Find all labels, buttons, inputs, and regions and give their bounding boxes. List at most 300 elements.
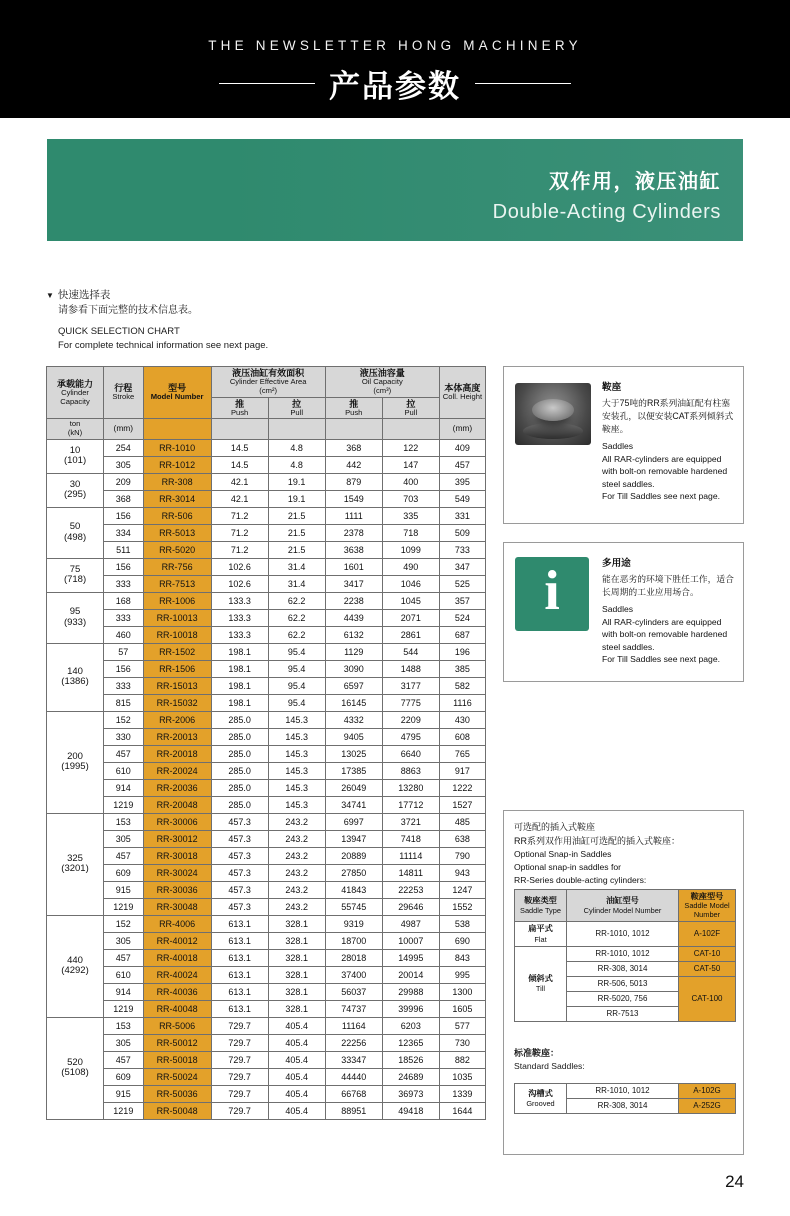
area-pull-cell: 21.5 <box>268 524 325 541</box>
header-model <box>143 367 211 419</box>
oil-push-cell: 1601 <box>325 558 382 575</box>
area-push-cell: 14.5 <box>211 439 268 456</box>
area-push-cell: 613.1 <box>211 983 268 1000</box>
area-push-cell: 285.0 <box>211 762 268 779</box>
header-area-unit: (cm²) <box>259 385 278 395</box>
area-pull-cell: 243.2 <box>268 847 325 864</box>
stroke-cell: 610 <box>104 762 144 779</box>
header-oil-pull-unit <box>382 419 439 439</box>
quick-selection-en-title: QUICK SELECTION CHART <box>58 326 180 337</box>
stroke-cell: 609 <box>104 864 144 881</box>
oil-push-cell: 37400 <box>325 966 382 983</box>
capacity-ton: 520 <box>67 1056 83 1068</box>
oil-push-cell: 1111 <box>325 507 382 524</box>
oil-pull-cell: 8863 <box>382 762 439 779</box>
area-push-cell: 42.1 <box>211 473 268 490</box>
oil-push-cell: 13025 <box>325 745 382 762</box>
area-pull-cell: 145.3 <box>268 711 325 728</box>
stroke-cell: 1219 <box>104 898 144 915</box>
table-row <box>47 779 486 796</box>
stroke-cell: 305 <box>104 456 144 473</box>
area-pull-cell: 145.3 <box>268 779 325 796</box>
oil-push-cell: 27850 <box>325 864 382 881</box>
stroke-cell: 914 <box>104 983 144 1000</box>
height-cell: 1116 <box>439 694 485 711</box>
model-cell: RR-5006 <box>143 1017 211 1034</box>
height-cell: 943 <box>439 864 485 881</box>
model-cell: RR-15013 <box>143 677 211 694</box>
area-push-cell: 729.7 <box>211 1017 268 1034</box>
section-banner <box>47 139 743 241</box>
header-capacity-unit-ton: ton <box>69 419 81 429</box>
table-row <box>47 1051 486 1068</box>
capacity-cell <box>47 643 104 711</box>
oil-push-cell: 18700 <box>325 932 382 949</box>
height-cell: 347 <box>439 558 485 575</box>
saddle-info-text <box>602 381 736 503</box>
area-pull-cell: 328.1 <box>268 932 325 949</box>
oil-push-cell: 6597 <box>325 677 382 694</box>
oil-pull-cell: 17712 <box>382 796 439 813</box>
std-cylinder-model-1: RR-1010, 1012 <box>567 1084 679 1099</box>
saddle-model-cat10: CAT-10 <box>679 946 736 961</box>
header-area-push <box>211 397 268 419</box>
oil-push-cell: 55745 <box>325 898 382 915</box>
header-capacity-unit-kn: (kN) <box>67 428 83 438</box>
table-row <box>47 490 486 507</box>
model-cell: RR-50024 <box>143 1068 211 1085</box>
height-cell: 1247 <box>439 881 485 898</box>
cylinder-model-till-5: RR-7513 <box>567 1006 679 1021</box>
capacity-kn: (3201) <box>61 863 89 875</box>
capacity-kn: (101) <box>63 455 87 467</box>
multiuse-info-panel <box>503 542 744 682</box>
model-cell: RR-40024 <box>143 966 211 983</box>
stroke-cell: 57 <box>104 643 144 660</box>
capacity-ton: 440 <box>67 954 83 966</box>
standard-saddles-table <box>514 1083 736 1114</box>
header-oil-push-unit <box>325 419 382 439</box>
area-push-cell: 285.0 <box>211 728 268 745</box>
capacity-ton: 75 <box>69 563 81 575</box>
stroke-cell: 457 <box>104 745 144 762</box>
area-push-cell: 729.7 <box>211 1085 268 1102</box>
oil-push-cell: 22256 <box>325 1034 382 1051</box>
stroke-cell: 333 <box>104 575 144 592</box>
area-pull-cell: 243.2 <box>268 881 325 898</box>
model-cell: RR-308 <box>143 473 211 490</box>
header-oil-pull-cn: 拉 <box>406 398 416 409</box>
area-push-cell: 198.1 <box>211 643 268 660</box>
oil-pull-cell: 1046 <box>382 575 439 592</box>
oil-pull-cell: 2071 <box>382 609 439 626</box>
table-row <box>515 922 736 947</box>
stroke-cell: 330 <box>104 728 144 745</box>
oil-pull-cell: 11114 <box>382 847 439 864</box>
area-push-cell: 729.7 <box>211 1102 268 1119</box>
stroke-cell: 610 <box>104 966 144 983</box>
multiuse-en-2: All RAR-cylinders are equipped with bolt-on removable hardened steel saddles. <box>602 616 728 652</box>
area-push-cell: 133.3 <box>211 609 268 626</box>
saddle-model-header-cn: 鞍座型号 <box>690 892 724 901</box>
capacity-kn: (498) <box>63 531 87 543</box>
info-icon-glyph: i <box>544 560 560 622</box>
stroke-cell: 368 <box>104 490 144 507</box>
stroke-cell: 333 <box>104 609 144 626</box>
oil-pull-cell: 24689 <box>382 1068 439 1085</box>
height-cell: 485 <box>439 813 485 830</box>
oil-pull-cell: 36973 <box>382 1085 439 1102</box>
table-header-units-row <box>47 419 486 439</box>
oil-push-cell: 26049 <box>325 779 382 796</box>
capacity-cell <box>47 507 104 558</box>
stroke-cell: 168 <box>104 592 144 609</box>
header-area-cn: 液压油缸有效面积 <box>232 368 305 378</box>
table-row <box>47 983 486 1000</box>
model-cell: RR-10013 <box>143 609 211 626</box>
table-row <box>47 949 486 966</box>
cylinder-model-till-4: RR-5020, 756 <box>567 991 679 1006</box>
model-cell: RR-50036 <box>143 1085 211 1102</box>
area-pull-cell: 405.4 <box>268 1034 325 1051</box>
saddle-en-3: For Till Saddles see next page. <box>602 491 720 502</box>
stroke-cell: 153 <box>104 1017 144 1034</box>
capacity-ton: 30 <box>69 478 81 490</box>
height-cell: 538 <box>439 915 485 932</box>
capacity-cell <box>47 592 104 643</box>
oil-pull-cell: 1488 <box>382 660 439 677</box>
model-cell: RR-5020 <box>143 541 211 558</box>
height-cell: 1552 <box>439 898 485 915</box>
oil-pull-cell: 10007 <box>382 932 439 949</box>
area-pull-cell: 145.3 <box>268 728 325 745</box>
height-cell: 608 <box>439 728 485 745</box>
area-push-cell: 198.1 <box>211 677 268 694</box>
capacity-kn: (1386) <box>61 676 89 688</box>
table-row <box>515 946 736 961</box>
capacity-ton: 325 <box>67 852 83 864</box>
table-row <box>47 507 486 524</box>
model-cell: RR-1006 <box>143 592 211 609</box>
header-oil-pull-en: Pull <box>404 407 418 417</box>
saddle-desc-cn: 大于75吨的RR系列油缸配有柱塞安装孔，以便安装CAT系列倾斜式鞍座。 <box>602 397 734 435</box>
saddle-en-2: All RAR-cylinders are equipped with bolt-on removable hardened steel saddles. <box>602 453 728 489</box>
area-pull-cell: 95.4 <box>268 677 325 694</box>
height-cell: 1527 <box>439 796 485 813</box>
table-row <box>47 473 486 490</box>
stroke-cell: 915 <box>104 1085 144 1102</box>
table-row <box>47 711 486 728</box>
quick-selection-cn-title: 快速选择表 <box>57 289 111 301</box>
cylinder-model-header-en: Cylinder Model Number <box>583 905 662 915</box>
header-model-en: Model Number <box>150 392 204 402</box>
oil-pull-cell: 335 <box>382 507 439 524</box>
quick-selection-en-sub: For complete technical information see next page. <box>58 339 269 351</box>
oil-push-cell: 2238 <box>325 592 382 609</box>
table-row <box>47 609 486 626</box>
area-push-cell: 457.3 <box>211 830 268 847</box>
height-cell: 638 <box>439 830 485 847</box>
saddle-model-header <box>679 890 736 922</box>
height-cell: 457 <box>439 456 485 473</box>
area-push-cell: 102.6 <box>211 575 268 592</box>
height-cell: 1605 <box>439 1000 485 1017</box>
capacity-ton: 95 <box>69 606 81 618</box>
stroke-cell: 1219 <box>104 796 144 813</box>
area-push-cell: 457.3 <box>211 881 268 898</box>
model-cell: RR-50018 <box>143 1051 211 1068</box>
oil-pull-cell: 490 <box>382 558 439 575</box>
oil-pull-cell: 4987 <box>382 915 439 932</box>
header-area-pull <box>268 397 325 419</box>
area-pull-cell: 328.1 <box>268 983 325 1000</box>
optional-saddles-heading <box>514 821 736 887</box>
header-oil-en: Oil Capacity <box>361 377 403 387</box>
oil-pull-cell: 14995 <box>382 949 439 966</box>
stroke-cell: 1219 <box>104 1000 144 1017</box>
saddle-title-cn: 鞍座 <box>602 382 622 393</box>
header-area-push-en: Push <box>230 407 249 417</box>
cylinder-model-flat: RR-1010, 1012 <box>567 922 679 947</box>
area-pull-cell: 405.4 <box>268 1017 325 1034</box>
height-cell: 1300 <box>439 983 485 1000</box>
optional-saddles-thead <box>515 890 736 922</box>
stroke-cell: 209 <box>104 473 144 490</box>
table-row <box>47 456 486 473</box>
stroke-cell: 156 <box>104 507 144 524</box>
stroke-cell: 333 <box>104 677 144 694</box>
height-cell: 1339 <box>439 1085 485 1102</box>
area-pull-cell: 328.1 <box>268 1000 325 1017</box>
optional-saddles-tbody <box>515 922 736 1022</box>
oil-pull-cell: 4795 <box>382 728 439 745</box>
area-pull-cell: 405.4 <box>268 1068 325 1085</box>
multiuse-info-text <box>602 557 736 666</box>
table-row <box>47 524 486 541</box>
saddle-model-header-en: Saddle Model Number <box>684 901 730 919</box>
capacity-cell <box>47 915 104 1017</box>
model-cell: RR-20024 <box>143 762 211 779</box>
height-cell: 733 <box>439 541 485 558</box>
table-row <box>47 660 486 677</box>
header-height-en: Coll. Height <box>442 392 483 402</box>
area-push-cell: 285.0 <box>211 796 268 813</box>
table-row <box>47 1068 486 1085</box>
header-eyebrow: THE NEWSLETTER HONG MACHINERY <box>208 38 582 53</box>
capacity-cell <box>47 1017 104 1119</box>
oil-push-cell: 11164 <box>325 1017 382 1034</box>
height-cell: 917 <box>439 762 485 779</box>
oil-pull-cell: 39996 <box>382 1000 439 1017</box>
oil-pull-cell: 2209 <box>382 711 439 728</box>
stroke-cell: 457 <box>104 1051 144 1068</box>
height-cell: 409 <box>439 439 485 456</box>
table-row <box>47 439 486 456</box>
height-cell: 843 <box>439 949 485 966</box>
header-area-pull-cn: 拉 <box>292 398 302 409</box>
model-cell: RR-50012 <box>143 1034 211 1051</box>
area-push-cell: 457.3 <box>211 847 268 864</box>
oil-push-cell: 368 <box>325 439 382 456</box>
saddle-type-header-en: Saddle Type <box>520 905 561 915</box>
table-row <box>47 1034 486 1051</box>
oil-push-cell: 1549 <box>325 490 382 507</box>
area-push-cell: 102.6 <box>211 558 268 575</box>
table-row <box>47 864 486 881</box>
triangle-down-icon: ▼ <box>46 291 54 300</box>
header-area-push-unit <box>211 419 268 439</box>
header-height-cn: 本体高度 <box>444 383 481 394</box>
capacity-kn: (295) <box>63 489 87 501</box>
oil-pull-cell: 6640 <box>382 745 439 762</box>
stroke-cell: 815 <box>104 694 144 711</box>
model-cell: RR-15032 <box>143 694 211 711</box>
stroke-cell: 914 <box>104 779 144 796</box>
oil-pull-cell: 29988 <box>382 983 439 1000</box>
area-pull-cell: 243.2 <box>268 898 325 915</box>
area-push-cell: 71.2 <box>211 524 268 541</box>
height-cell: 690 <box>439 932 485 949</box>
optional-head-en-3: RR-Series double-acting cylinders: <box>514 874 647 885</box>
oil-pull-cell: 400 <box>382 473 439 490</box>
height-cell: 549 <box>439 490 485 507</box>
height-cell: 357 <box>439 592 485 609</box>
saddle-type-till-en: Till <box>535 984 546 994</box>
section-title-en: Double-Acting Cylinders <box>492 201 721 223</box>
section-banner-text <box>493 165 721 224</box>
height-cell: 331 <box>439 507 485 524</box>
area-pull-cell: 62.2 <box>268 592 325 609</box>
table-row <box>47 558 486 575</box>
oil-push-cell: 56037 <box>325 983 382 1000</box>
model-cell: RR-1502 <box>143 643 211 660</box>
header-stroke-unit: (mm) <box>104 419 144 439</box>
oil-push-cell: 879 <box>325 473 382 490</box>
area-pull-cell: 95.4 <box>268 660 325 677</box>
oil-pull-cell: 7775 <box>382 694 439 711</box>
header-oil-unit: (cm³) <box>373 385 392 395</box>
capacity-ton: 10 <box>69 444 81 456</box>
page-number: 24 <box>725 1172 744 1191</box>
table-row <box>47 762 486 779</box>
saddle-en-1: Saddles <box>602 441 634 452</box>
model-cell: RR-5013 <box>143 524 211 541</box>
quick-selection-cn-sub: 请参看下面完整的技术信息表。 <box>58 304 198 316</box>
table-row <box>47 881 486 898</box>
model-cell: RR-30006 <box>143 813 211 830</box>
oil-pull-cell: 14811 <box>382 864 439 881</box>
cylinder-model-till-1: RR-1010, 1012 <box>567 946 679 961</box>
multiuse-en-1: Saddles <box>602 604 634 615</box>
oil-push-cell: 9319 <box>325 915 382 932</box>
header-oil-pull <box>382 397 439 419</box>
specification-table-container <box>46 366 486 1120</box>
area-pull-cell: 405.4 <box>268 1102 325 1119</box>
area-push-cell: 133.3 <box>211 626 268 643</box>
header-rule-left <box>219 83 315 84</box>
oil-push-cell: 88951 <box>325 1102 382 1119</box>
area-pull-cell: 243.2 <box>268 864 325 881</box>
area-push-cell: 613.1 <box>211 1000 268 1017</box>
stroke-cell: 457 <box>104 949 144 966</box>
table-row <box>47 575 486 592</box>
header-capacity <box>47 367 104 419</box>
capacity-cell <box>47 558 104 592</box>
oil-pull-cell: 12365 <box>382 1034 439 1051</box>
table-row <box>47 728 486 745</box>
area-pull-cell: 21.5 <box>268 541 325 558</box>
area-push-cell: 613.1 <box>211 966 268 983</box>
model-cell: RR-40018 <box>143 949 211 966</box>
table-row <box>47 1000 486 1017</box>
saddle-type-header-cn: 鞍座类型 <box>524 896 557 906</box>
area-push-cell: 457.3 <box>211 813 268 830</box>
saddle-model-cat50: CAT-50 <box>679 961 736 976</box>
oil-push-cell: 74737 <box>325 1000 382 1017</box>
stroke-cell: 305 <box>104 830 144 847</box>
saddle-photo <box>515 383 591 445</box>
stroke-cell: 152 <box>104 711 144 728</box>
oil-push-cell: 4332 <box>325 711 382 728</box>
specification-table <box>46 366 486 1120</box>
header-area-pull-en: Pull <box>290 407 304 417</box>
oil-pull-cell: 703 <box>382 490 439 507</box>
oil-push-cell: 16145 <box>325 694 382 711</box>
area-push-cell: 198.1 <box>211 660 268 677</box>
capacity-kn: (718) <box>63 574 87 586</box>
standard-saddles-tbody <box>515 1084 736 1114</box>
stroke-cell: 305 <box>104 932 144 949</box>
area-pull-cell: 21.5 <box>268 507 325 524</box>
height-cell: 790 <box>439 847 485 864</box>
model-cell: RR-30012 <box>143 830 211 847</box>
oil-push-cell: 442 <box>325 456 382 473</box>
height-cell: 687 <box>439 626 485 643</box>
saddle-model-cat100: CAT-100 <box>679 976 736 1021</box>
area-push-cell: 457.3 <box>211 898 268 915</box>
model-cell: RR-30036 <box>143 881 211 898</box>
model-cell: RR-20013 <box>143 728 211 745</box>
area-push-cell: 729.7 <box>211 1068 268 1085</box>
header-oil-push-cn: 推 <box>349 398 359 409</box>
area-push-cell: 71.2 <box>211 541 268 558</box>
area-pull-cell: 405.4 <box>268 1051 325 1068</box>
multiuse-en-3: For Till Saddles see next page. <box>602 654 720 665</box>
header-oil-group <box>325 367 439 398</box>
saddle-type-header <box>515 890 567 922</box>
header-area-group <box>211 367 325 398</box>
oil-push-cell: 44440 <box>325 1068 382 1085</box>
area-pull-cell: 405.4 <box>268 1085 325 1102</box>
header-oil-push <box>325 397 382 419</box>
oil-push-cell: 66768 <box>325 1085 382 1102</box>
area-pull-cell: 19.1 <box>268 490 325 507</box>
capacity-cell <box>47 813 104 915</box>
area-pull-cell: 95.4 <box>268 643 325 660</box>
oil-pull-cell: 147 <box>382 456 439 473</box>
oil-push-cell: 6132 <box>325 626 382 643</box>
height-cell: 524 <box>439 609 485 626</box>
header-stroke-en: Stroke <box>112 392 135 402</box>
oil-pull-cell: 122 <box>382 439 439 456</box>
quick-selection-note <box>46 288 466 353</box>
model-cell: RR-10018 <box>143 626 211 643</box>
saddle-type-flat-cn: 扁平式 <box>528 924 553 934</box>
oil-push-cell: 13947 <box>325 830 382 847</box>
standard-saddles-cn: 标准鞍座： <box>514 1048 560 1058</box>
area-pull-cell: 19.1 <box>268 473 325 490</box>
height-cell: 582 <box>439 677 485 694</box>
